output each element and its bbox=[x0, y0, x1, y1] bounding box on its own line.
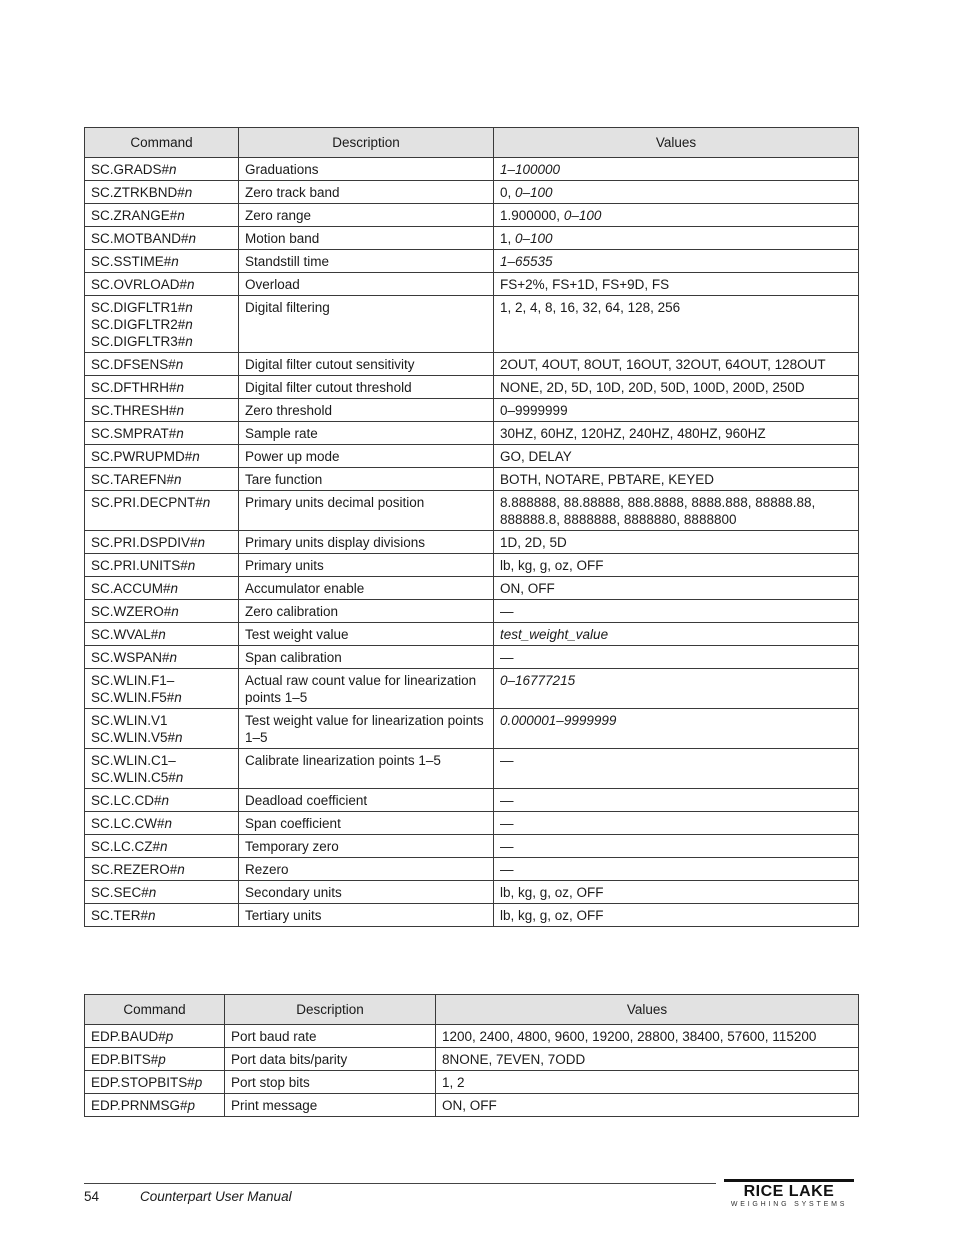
table-header-row bbox=[85, 128, 859, 158]
value-text: — bbox=[500, 793, 514, 808]
table-header-row bbox=[85, 995, 859, 1025]
command-cell: SC.DIGFLTR1#n SC.DIGFLTR2#n SC.DIGFLTR3#n bbox=[85, 296, 239, 353]
param-suffix: n bbox=[185, 300, 193, 315]
value-text: — bbox=[500, 604, 514, 619]
table-body bbox=[85, 1025, 859, 1117]
values-cell bbox=[494, 904, 859, 927]
manual-title: Counterpart User Manual bbox=[140, 1189, 292, 1204]
command-cell: SC.SMPRAT#n bbox=[85, 422, 239, 445]
param-suffix: n bbox=[160, 839, 168, 854]
param-suffix: n bbox=[175, 730, 183, 745]
footer-divider bbox=[84, 1183, 716, 1184]
command-cell: SC.WLIN.C1– SC.WLIN.C5#n bbox=[85, 749, 239, 789]
table-row bbox=[85, 491, 859, 531]
description-cell: Span calibration bbox=[239, 646, 494, 669]
description-cell: Digital filtering bbox=[239, 296, 494, 353]
table-row bbox=[85, 376, 859, 399]
description-cell: Accumulator enable bbox=[239, 577, 494, 600]
param-suffix: n bbox=[192, 449, 200, 464]
description-cell: Digital filter cutout threshold bbox=[239, 376, 494, 399]
table-row bbox=[85, 600, 859, 623]
values-cell bbox=[494, 812, 859, 835]
header-values: Values bbox=[494, 128, 859, 158]
description-cell: Actual raw count value for linearization points 1–5 bbox=[239, 669, 494, 709]
values-cell bbox=[494, 468, 859, 491]
table-row bbox=[85, 531, 859, 554]
description-cell: Zero track band bbox=[239, 181, 494, 204]
param-suffix: n bbox=[171, 254, 179, 269]
command-cell: SC.ZTRKBND#n bbox=[85, 181, 239, 204]
table-row bbox=[85, 353, 859, 376]
value-text: 1–65535 bbox=[500, 254, 553, 269]
values-cell bbox=[494, 491, 859, 531]
table-row bbox=[85, 709, 859, 749]
description-cell: Standstill time bbox=[239, 250, 494, 273]
value-text: 1.900000, bbox=[500, 208, 564, 223]
param-suffix: n bbox=[184, 185, 193, 200]
description-cell: Primary units display divisions bbox=[239, 531, 494, 554]
value-text: lb, kg, g, oz, OFF bbox=[500, 885, 604, 900]
command-cell: SC.ACCUM#n bbox=[85, 577, 239, 600]
values-cell bbox=[494, 376, 859, 399]
description-cell: Test weight value bbox=[239, 623, 494, 646]
command-cell: SC.REZERO#n bbox=[85, 858, 239, 881]
param-suffix: n bbox=[177, 862, 185, 877]
page-number: 54 bbox=[84, 1189, 100, 1204]
values-cell bbox=[494, 858, 859, 881]
param-suffix: n bbox=[185, 334, 193, 349]
value-text: ON, OFF bbox=[442, 1098, 497, 1113]
value-text: 0–16777215 bbox=[500, 673, 576, 688]
table-row bbox=[85, 881, 859, 904]
param-suffix: n bbox=[171, 604, 179, 619]
header-command: Command bbox=[85, 995, 225, 1025]
values-cell bbox=[494, 709, 859, 749]
value-text: 0–9999999 bbox=[500, 403, 568, 418]
value-text: test_weight_value bbox=[500, 627, 609, 642]
command-cell: SC.WSPAN#n bbox=[85, 646, 239, 669]
description-cell: Digital filter cutout sensitivity bbox=[239, 353, 494, 376]
description-cell: Overload bbox=[239, 273, 494, 296]
values-cell bbox=[494, 422, 859, 445]
param-suffix: n bbox=[148, 908, 156, 923]
param-suffix: n bbox=[169, 650, 178, 665]
values-cell bbox=[494, 181, 859, 204]
description-cell: Calibrate linearization points 1–5 bbox=[239, 749, 494, 789]
values-cell bbox=[494, 623, 859, 646]
command-cell: SC.DFSENS#n bbox=[85, 353, 239, 376]
param-suffix: n bbox=[187, 277, 195, 292]
description-cell: Primary units decimal position bbox=[239, 491, 494, 531]
value-text: 30HZ, 60HZ, 120HZ, 240HZ, 480HZ, 960HZ bbox=[500, 426, 766, 441]
command-cell: SC.GRADS#n bbox=[85, 158, 239, 181]
values-cell bbox=[436, 1025, 859, 1048]
command-cell: EDP.BAUD#p bbox=[85, 1025, 225, 1048]
table-row bbox=[85, 789, 859, 812]
description-cell: Span coefficient bbox=[239, 812, 494, 835]
values-cell bbox=[494, 835, 859, 858]
table-row bbox=[85, 577, 859, 600]
table-row bbox=[85, 554, 859, 577]
table-row bbox=[85, 1048, 859, 1071]
description-cell: Deadload coefficient bbox=[239, 789, 494, 812]
param-suffix: n bbox=[164, 816, 173, 831]
logo-wordmark: RICE LAKE bbox=[724, 1179, 854, 1200]
scale-commands-table bbox=[84, 127, 859, 927]
param-suffix: n bbox=[169, 162, 177, 177]
table-row bbox=[85, 749, 859, 789]
description-cell: Test weight value for linearization points 1–5 bbox=[239, 709, 494, 749]
param-suffix: n bbox=[161, 793, 170, 808]
description-cell: Tare function bbox=[239, 468, 494, 491]
command-cell: SC.WVAL#n bbox=[85, 623, 239, 646]
description-cell: Motion band bbox=[239, 227, 494, 250]
param-suffix: p bbox=[165, 1029, 174, 1044]
header-description: Description bbox=[225, 995, 436, 1025]
values-cell bbox=[494, 353, 859, 376]
param-suffix: p bbox=[158, 1052, 166, 1067]
edp-commands-table bbox=[84, 994, 859, 1117]
command-cell: SC.WZERO#n bbox=[85, 600, 239, 623]
command-cell: SC.LC.CW#n bbox=[85, 812, 239, 835]
values-cell bbox=[494, 669, 859, 709]
value-text: 1, 2 bbox=[442, 1075, 465, 1090]
value-text: 0–100 bbox=[515, 185, 553, 200]
value-text: 8.888888, 88.88888, 888.8888, 8888.888, 88888.88, 888888.8, 8888888, 8888880, 8888800 bbox=[500, 495, 816, 527]
command-cell: SC.LC.CZ#n bbox=[85, 835, 239, 858]
table-row bbox=[85, 227, 859, 250]
table-row bbox=[85, 904, 859, 927]
value-text: 0–100 bbox=[515, 231, 553, 246]
values-cell bbox=[494, 296, 859, 353]
value-text: 0, bbox=[500, 185, 516, 200]
value-text: BOTH, NOTARE, PBTARE, KEYED bbox=[500, 472, 715, 487]
param-suffix: n bbox=[177, 208, 185, 223]
value-text: lb, kg, g, oz, OFF bbox=[500, 908, 604, 923]
value-text: 0.000001–9999999 bbox=[500, 713, 617, 728]
values-cell bbox=[494, 204, 859, 227]
table-row bbox=[85, 399, 859, 422]
value-text: — bbox=[500, 862, 514, 877]
description-cell: Temporary zero bbox=[239, 835, 494, 858]
command-cell: SC.LC.CD#n bbox=[85, 789, 239, 812]
param-suffix: n bbox=[158, 627, 166, 642]
value-text: FS+2%, FS+1D, FS+9D, FS bbox=[500, 277, 670, 292]
description-cell: Port data bits/parity bbox=[225, 1048, 436, 1071]
description-cell: Print message bbox=[225, 1094, 436, 1117]
table-row bbox=[85, 204, 859, 227]
table-row bbox=[85, 1094, 859, 1117]
command-cell: SC.MOTBAND#n bbox=[85, 227, 239, 250]
values-cell bbox=[494, 749, 859, 789]
table-row bbox=[85, 1071, 859, 1094]
table-row bbox=[85, 812, 859, 835]
table-row bbox=[85, 422, 859, 445]
values-cell bbox=[436, 1094, 859, 1117]
value-text: 0–100 bbox=[563, 208, 602, 223]
command-cell: SC.DFTHRH#n bbox=[85, 376, 239, 399]
value-text: 1, 2, 4, 8, 16, 32, 64, 128, 256 bbox=[500, 300, 681, 315]
value-text: lb, kg, g, oz, OFF bbox=[500, 558, 604, 573]
param-suffix: n bbox=[170, 581, 179, 596]
command-cell: SC.TAREFN#n bbox=[85, 468, 239, 491]
command-cell: SC.TER#n bbox=[85, 904, 239, 927]
table-row bbox=[85, 273, 859, 296]
param-suffix: n bbox=[176, 380, 185, 395]
description-cell: Graduations bbox=[239, 158, 494, 181]
description-cell: Tertiary units bbox=[239, 904, 494, 927]
header-description: Description bbox=[239, 128, 494, 158]
values-cell bbox=[436, 1071, 859, 1094]
description-cell: Zero threshold bbox=[239, 399, 494, 422]
value-text: — bbox=[500, 650, 514, 665]
param-suffix: n bbox=[187, 558, 196, 573]
param-suffix: n bbox=[175, 357, 184, 372]
value-text: GO, DELAY bbox=[500, 449, 572, 464]
command-cell: SC.PRI.UNITS#n bbox=[85, 554, 239, 577]
description-cell: Power up mode bbox=[239, 445, 494, 468]
values-cell bbox=[494, 273, 859, 296]
table-row bbox=[85, 468, 859, 491]
command-cell: SC.OVRLOAD#n bbox=[85, 273, 239, 296]
value-text: 1200, 2400, 4800, 9600, 19200, 28800, 38400, 57600, 115200 bbox=[442, 1029, 817, 1044]
param-suffix: n bbox=[174, 472, 182, 487]
value-text: 1D, 2D, 5D bbox=[500, 535, 567, 550]
value-text: 1–100000 bbox=[500, 162, 561, 177]
command-cell: SC.WLIN.F1– SC.WLIN.F5#n bbox=[85, 669, 239, 709]
logo-tagline: WEIGHING SYSTEMS bbox=[730, 1201, 848, 1208]
param-suffix: n bbox=[176, 403, 185, 418]
values-cell bbox=[494, 881, 859, 904]
command-cell: EDP.PRNMSG#p bbox=[85, 1094, 225, 1117]
param-suffix: n bbox=[175, 770, 184, 785]
value-text: 1, bbox=[500, 231, 516, 246]
value-text: — bbox=[500, 753, 514, 768]
param-suffix: n bbox=[185, 317, 193, 332]
description-cell: Port stop bits bbox=[225, 1071, 436, 1094]
header-command: Command bbox=[85, 128, 239, 158]
value-text: — bbox=[500, 816, 514, 831]
description-cell: Secondary units bbox=[239, 881, 494, 904]
param-suffix: n bbox=[174, 690, 182, 705]
values-cell bbox=[494, 789, 859, 812]
param-suffix: n bbox=[197, 535, 206, 550]
table-row bbox=[85, 296, 859, 353]
values-cell bbox=[494, 600, 859, 623]
param-suffix: p bbox=[194, 1075, 203, 1090]
command-cell: SC.THRESH#n bbox=[85, 399, 239, 422]
description-cell: Primary units bbox=[239, 554, 494, 577]
values-cell bbox=[494, 646, 859, 669]
param-suffix: n bbox=[202, 495, 211, 510]
values-cell bbox=[494, 158, 859, 181]
value-text: 8NONE, 7EVEN, 7ODD bbox=[442, 1052, 586, 1067]
table-row bbox=[85, 158, 859, 181]
command-cell: SC.PRI.DSPDIV#n bbox=[85, 531, 239, 554]
description-cell: Sample rate bbox=[239, 422, 494, 445]
value-text: ON, OFF bbox=[500, 581, 555, 596]
values-cell bbox=[494, 399, 859, 422]
value-text: NONE, 2D, 5D, 10D, 20D, 50D, 100D, 200D, 250D bbox=[500, 380, 805, 395]
header-values: Values bbox=[436, 995, 859, 1025]
description-cell: Zero calibration bbox=[239, 600, 494, 623]
values-cell bbox=[494, 445, 859, 468]
table-body bbox=[85, 158, 859, 927]
param-suffix: p bbox=[187, 1098, 196, 1113]
command-cell: EDP.STOPBITS#p bbox=[85, 1071, 225, 1094]
values-cell bbox=[494, 227, 859, 250]
table-row bbox=[85, 646, 859, 669]
command-cell: SC.SSTIME#n bbox=[85, 250, 239, 273]
command-cell: SC.PWRUPMD#n bbox=[85, 445, 239, 468]
description-cell: Rezero bbox=[239, 858, 494, 881]
table-row bbox=[85, 181, 859, 204]
value-text: 2OUT, 4OUT, 8OUT, 16OUT, 32OUT, 64OUT, 128OUT bbox=[500, 357, 826, 372]
table-row bbox=[85, 250, 859, 273]
table-row bbox=[85, 858, 859, 881]
param-suffix: n bbox=[188, 231, 197, 246]
param-suffix: n bbox=[176, 426, 184, 441]
description-cell: Port baud rate bbox=[225, 1025, 436, 1048]
table-row bbox=[85, 445, 859, 468]
command-cell: SC.SEC#n bbox=[85, 881, 239, 904]
description-cell: Zero range bbox=[239, 204, 494, 227]
values-cell bbox=[494, 250, 859, 273]
table-row bbox=[85, 669, 859, 709]
command-cell: SC.ZRANGE#n bbox=[85, 204, 239, 227]
value-text: — bbox=[500, 839, 514, 854]
command-cell: SC.PRI.DECPNT#n bbox=[85, 491, 239, 531]
values-cell bbox=[494, 577, 859, 600]
param-suffix: n bbox=[148, 885, 157, 900]
command-cell: SC.WLIN.V1 SC.WLIN.V5#n bbox=[85, 709, 239, 749]
rice-lake-logo bbox=[724, 1176, 854, 1208]
table-row bbox=[85, 835, 859, 858]
values-cell bbox=[494, 531, 859, 554]
values-cell bbox=[436, 1048, 859, 1071]
table-row bbox=[85, 623, 859, 646]
values-cell bbox=[494, 554, 859, 577]
command-cell: EDP.BITS#p bbox=[85, 1048, 225, 1071]
table-row bbox=[85, 1025, 859, 1048]
